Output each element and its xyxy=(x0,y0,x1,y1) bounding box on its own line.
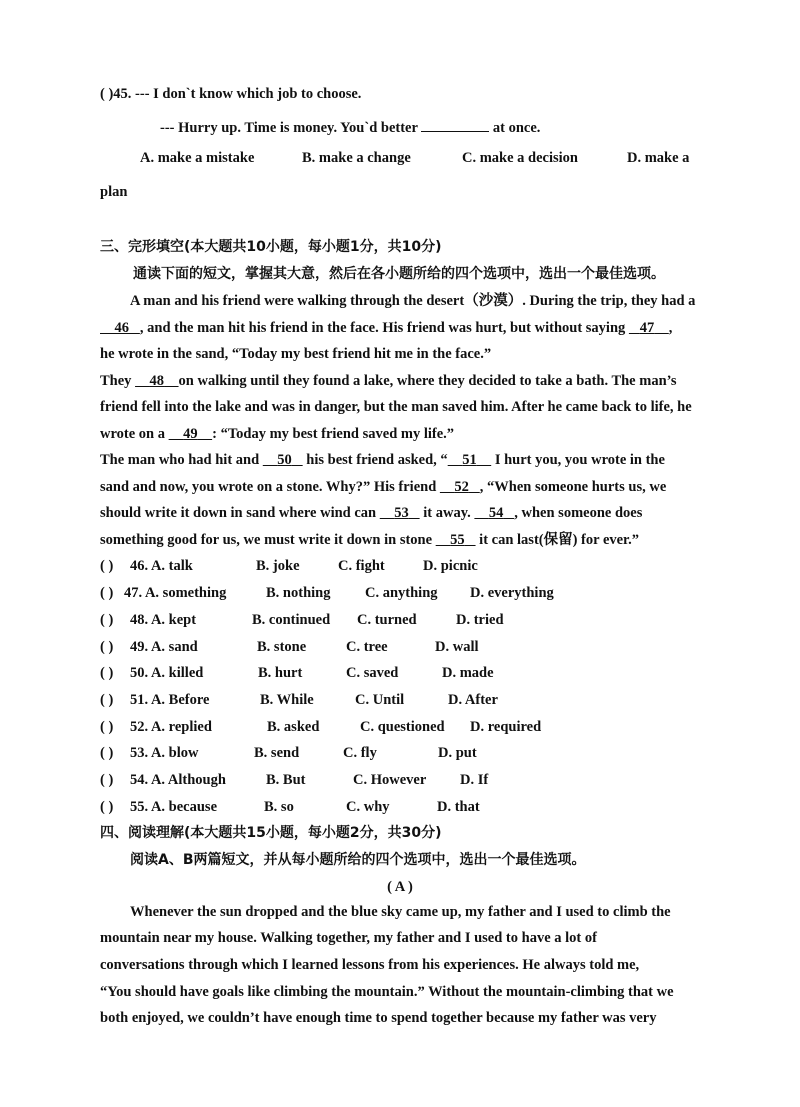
passage-line-5: friend fell into the lake and was in danger, but the man saved him. After he came back to life, he xyxy=(100,399,692,415)
option-51-b: B. While xyxy=(260,692,314,708)
q45-option-c: C. make a decision xyxy=(462,150,578,166)
option-47-d: D. everything xyxy=(470,585,554,601)
option-row-paren[interactable]: ( ) xyxy=(100,692,114,708)
option-47-b: B. nothing xyxy=(266,585,331,601)
reading-a-line-3: conversations through which I learned lessons from his experiences. He always told me, xyxy=(100,957,640,973)
option-51-c: C. Until xyxy=(355,692,405,708)
passage-line-1: A man and his friend were walking through the desert（沙漠）. During the trip, they had a xyxy=(130,293,696,309)
q45-option-a: A. make a mistake xyxy=(140,150,255,166)
option-47-c: C. anything xyxy=(365,585,438,601)
option-row-paren[interactable]: ( ) xyxy=(100,665,114,681)
section4-heading: 四、阅读理解(本大题共15小题，每小题2分，共30分) xyxy=(100,825,442,841)
option-row-paren[interactable]: ( ) xyxy=(100,585,114,601)
option-54-c: C. However xyxy=(353,772,427,788)
q45-option-b: B. make a change xyxy=(302,150,411,166)
answer-paren: ( ) xyxy=(100,86,114,102)
option-55-c: C. why xyxy=(346,799,390,815)
q45-answer-pre: --- Hurry up. Time is money. You`d better xyxy=(160,120,418,136)
passage-line-4: They 48 on walking until they found a lake, where they decided to take a bath. The man’s xyxy=(100,373,677,389)
option-row-paren[interactable]: ( ) xyxy=(100,745,114,761)
passage-a-label: ( A ) xyxy=(387,879,413,895)
option-53-c: C. fly xyxy=(343,745,377,761)
passage-line-3: he wrote in the sand, “Today my best friend hit me in the face.” xyxy=(100,346,492,362)
option-54-b: B. But xyxy=(266,772,306,788)
option-46-d: D. picnic xyxy=(423,558,478,574)
option-row-paren[interactable]: ( ) xyxy=(100,612,114,628)
reading-a-line-4: “You should have goals like climbing the mountain.” Without the mountain-climbing that we xyxy=(100,984,674,1000)
q45-question-line xyxy=(100,84,361,104)
option-54-d: D. If xyxy=(460,772,489,788)
option-55-d: D. that xyxy=(437,799,480,815)
blank-53: 53 xyxy=(394,505,409,521)
q45-option-d-cont: plan xyxy=(100,184,128,200)
option-48-d: D. tried xyxy=(456,612,504,628)
option-46-c: C. fight xyxy=(338,558,385,574)
q45-blank[interactable] xyxy=(421,116,489,132)
blank-49: 49 xyxy=(183,426,198,442)
reading-a-line-1: Whenever the sun dropped and the blue sky came up, my father and I used to climb the xyxy=(130,904,671,920)
option-50-d: D. made xyxy=(442,665,494,681)
option-50-a: 50. A. killed xyxy=(130,665,204,681)
blank-52: 52 xyxy=(454,479,469,495)
blank-55: 55 xyxy=(450,532,465,548)
option-49-c: C. tree xyxy=(346,639,388,655)
passage-line-10: something good for us, we must write it down in stone 55 it can last(保留) for ever.” xyxy=(100,532,640,548)
section3-heading: 三、完形填空(本大题共10小题，每小题1分，共10分) xyxy=(100,239,442,255)
blank-51: 51 xyxy=(462,452,477,468)
option-49-d: D. wall xyxy=(435,639,479,655)
option-46-b: B. joke xyxy=(256,558,300,574)
option-52-a: 52. A. replied xyxy=(130,719,212,735)
option-53-a: 53. A. blow xyxy=(130,745,199,761)
reading-a-line-2: mountain near my house. Walking together, my father and I used to have a lot of xyxy=(100,930,597,946)
blank-54: 54 xyxy=(488,505,504,521)
option-row-paren[interactable]: ( ) xyxy=(100,558,114,574)
reading-a-line-5: both enjoyed, we couldn’t have enough time to spend together because my father was very xyxy=(100,1010,657,1026)
option-48-c: C. turned xyxy=(357,612,417,628)
section4-instruction: 阅读A、B两篇短文，并从每小题所给的四个选项中，选出一个最佳选项。 xyxy=(130,852,586,868)
q45-answer-line xyxy=(160,116,540,138)
option-48-b: B. continued xyxy=(252,612,331,628)
option-49-b: B. stone xyxy=(257,639,307,655)
passage-line-9: should write it down in sand where wind can 53 it away. 54 , when someone does xyxy=(100,505,643,521)
passage-line-8: sand and now, you wrote on a stone. Why?” His friend 52 , “When someone hurts us, we xyxy=(100,479,667,495)
option-row-paren[interactable]: ( ) xyxy=(100,799,114,815)
option-53-d: D. put xyxy=(438,745,477,761)
section3-instruction: 通读下面的短文，掌握其大意，然后在各小题所给的四个选项中，选出一个最佳选项。 xyxy=(133,266,665,282)
passage-line-7: The man who had hit and 50 his best friend asked, “ 51 I hurt you, you wrote in the xyxy=(100,452,665,468)
blank-50: 50 xyxy=(277,452,292,468)
option-55-a: 55. A. because xyxy=(130,799,217,815)
option-51-d: D. After xyxy=(448,692,498,708)
option-54-a: 54. A. Although xyxy=(130,772,226,788)
option-row-paren[interactable]: ( ) xyxy=(100,639,114,655)
option-51-a: 51. A. Before xyxy=(130,692,210,708)
blank-48: 48 xyxy=(149,373,165,389)
option-55-b: B. so xyxy=(264,799,294,815)
option-52-d: D. required xyxy=(470,719,542,735)
blank-47: 47 xyxy=(639,320,655,336)
option-row-paren[interactable]: ( ) xyxy=(100,719,114,735)
option-47-a: 47. A. something xyxy=(124,585,227,601)
option-52-c: C. questioned xyxy=(360,719,445,735)
passage-line-2: 46 , and the man hit his friend in the face. His friend was hurt, but without saying 47 , xyxy=(100,318,672,338)
q45-answer-post: at once. xyxy=(492,120,541,136)
option-53-b: B. send xyxy=(254,745,300,761)
option-46-a: 46. A. talk xyxy=(130,558,193,574)
q45-question: 45. --- I don`t know which job to choose. xyxy=(113,86,362,102)
option-row-paren[interactable]: ( ) xyxy=(100,772,114,788)
q45-option-d: D. make a xyxy=(627,150,690,166)
option-48-a: 48. A. kept xyxy=(130,612,197,628)
blank-46: 46 xyxy=(114,320,129,336)
passage-line-6: wrote on a 49 : “Today my best friend saved my life.” xyxy=(100,426,455,442)
option-50-c: C. saved xyxy=(346,665,399,681)
option-50-b: B. hurt xyxy=(258,665,303,681)
option-52-b: B. asked xyxy=(267,719,320,735)
option-49-a: 49. A. sand xyxy=(130,639,198,655)
